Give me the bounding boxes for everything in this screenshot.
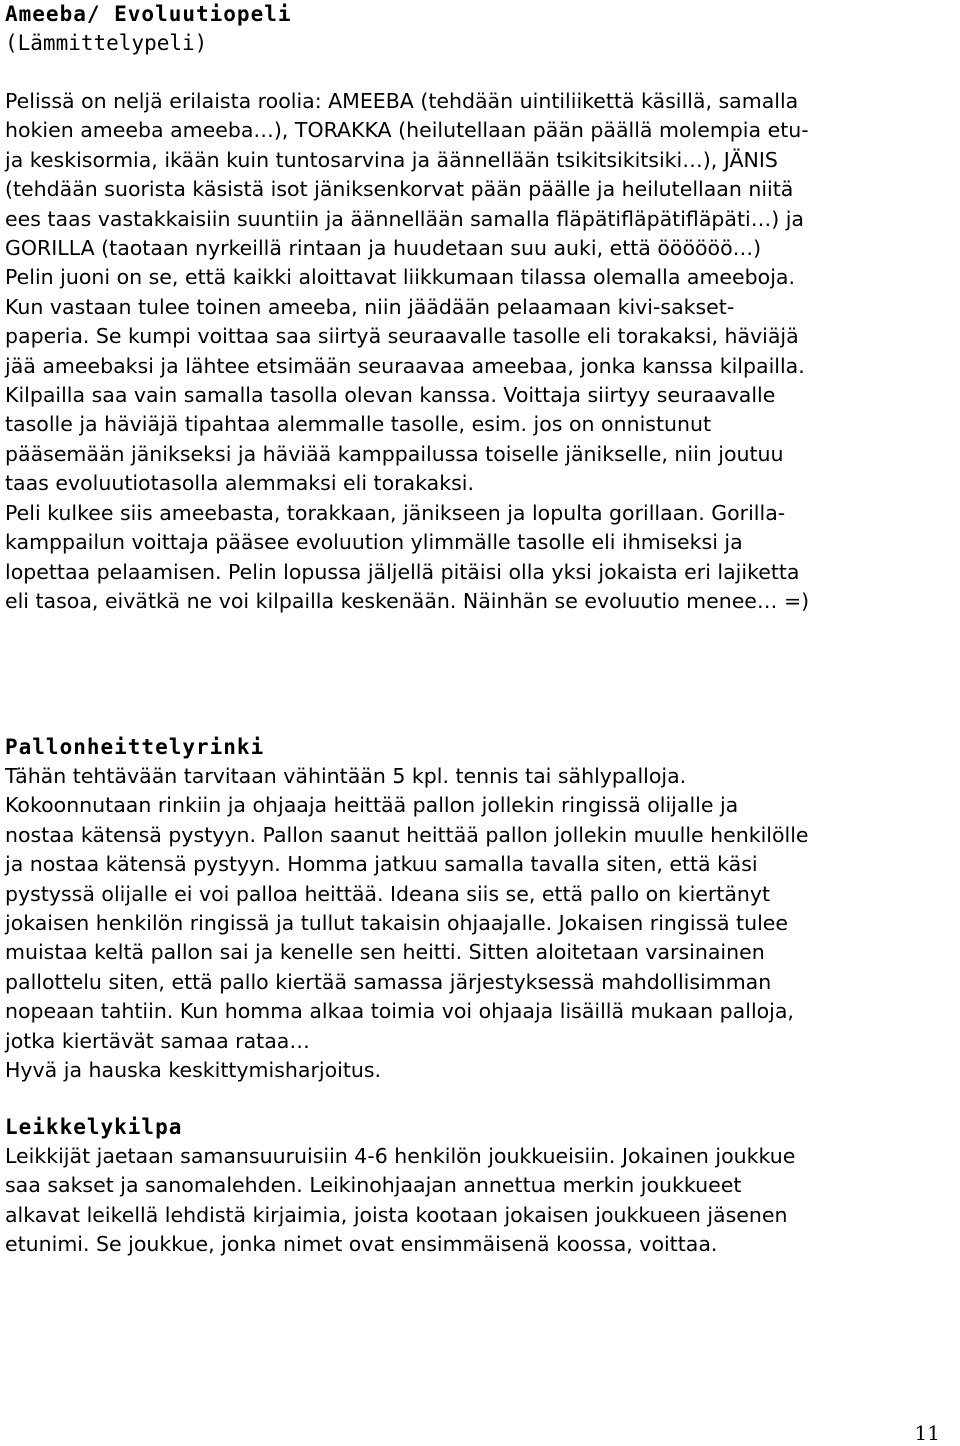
text-line: jokaisen henkilön ringissä ja tullut takaisin ohjaajalle. Jokaisen ringissä tulee	[5, 911, 789, 936]
section-pallonheittelyrinki	[5, 733, 957, 1085]
text-line: nostaa kätensä pystyyn. Pallon saanut heittää pallon jollekin muulle henkilölle	[5, 822, 809, 847]
text-line: Pelin juoni on se, että kaikki aloittavat liikkumaan tilassa olemalla ameeboja.	[5, 265, 795, 290]
text-line: pystyssä olijalle ei voi palloa heittää. Ideana siis se, että pallo on kiertänyt	[5, 881, 771, 906]
text-line: tasolle ja häviäjä tipahtaa alemmalle tasolle, esim. jos on onnistunut	[5, 412, 711, 437]
text-line: Peli kulkee siis ameebasta, torakkaan, jänikseen ja lopulta gorillaan. Gorilla-	[5, 500, 786, 525]
paragraph	[5, 1142, 957, 1260]
text-line: paperia. Se kumpi voittaa saa siirtyä seuraavalle tasolle eli torakaksi, häviäjä	[5, 324, 799, 349]
text-line: hokien ameeba ameeba…), TORAKKA (heilutellaan pään päällä molempia etu-	[5, 118, 809, 143]
text-line: pääsemään jänikseksi ja häviää kamppailussa toiselle jänikselle, niin joutuu	[5, 441, 784, 466]
text-line: ees taas vastakkaisiin suuntiin ja äännellään samalla fläpätifläpätifläpäti…) ja	[5, 206, 804, 231]
section-subtitle: (Lämmittelypeli)	[5, 31, 208, 55]
text-line: taas evoluutiotasolla alemmaksi eli torakaksi.	[5, 471, 474, 496]
text-line: Hyvä ja hauska keskittymisharjoitus.	[5, 1058, 382, 1083]
text-line: saa sakset ja sanomalehden. Leikinohjaajan annettua merkin joukkueet	[5, 1173, 742, 1198]
text-line: lopettaa pelaamisen. Pelin lopussa jäljellä pitäisi olla yksi jokaista eri lajiketta	[5, 559, 800, 584]
text-line: Pelissä on neljä erilaista roolia: AMEEBA (tehdään uintiliikettä käsillä, samalla	[5, 89, 799, 113]
paragraph	[5, 762, 957, 1085]
text-line: nopeaan tahtiin. Kun homma alkaa toimia voi ohjaaja lisäillä mukaan palloja,	[5, 999, 794, 1024]
page-number: 11	[914, 1421, 940, 1445]
spacer	[5, 58, 957, 87]
text-line: Kokoonnutaan rinkiin ja ohjaaja heittää pallon jollekin ringissä olijalle ja	[5, 793, 739, 818]
text-line: eli tasoa, eivätkä ne voi kilpailla keskenään. Näinhän se evoluutio menee… =)	[5, 588, 810, 613]
text-line: Kilpailla saa vain samalla tasolla olevan kanssa. Voittaja siirtyy seuraavalle	[5, 383, 776, 408]
text-line: muistaa keltä pallon sai ja kenelle sen heitti. Sitten aloitetaan varsinainen	[5, 940, 765, 965]
text-line: ja nostaa kätensä pystyyn. Homma jatkuu samalla tavalla siten, että käsi	[5, 852, 758, 877]
section-title: Ameeba/ Evoluutiopeli	[5, 2, 292, 26]
text-line: jää ameebaksi ja lähtee etsimään seuraavaa ameebaa, jonka kanssa kilpailla.	[5, 353, 805, 378]
section-title: Leikkelykilpa	[5, 1115, 183, 1139]
section-title: Pallonheittelyrinki	[5, 735, 265, 759]
paragraph	[5, 87, 957, 616]
text-line: pallottelu siten, että pallo kiertää samassa järjestyksessä mahdollisimman	[5, 969, 772, 994]
text-line: ja keskisormia, ikään kuin tuntosarvina ja äännellään tsikitsikitsiki…), JÄNIS	[5, 147, 778, 172]
text-line: etunimi. Se joukkue, jonka nimet ovat ensimmäisenä koossa, voittaa.	[5, 1232, 718, 1257]
text-line: alkavat leikellä lehdistä kirjaimia, joista kootaan jokaisen joukkueen jäsenen	[5, 1202, 788, 1227]
text-line: Kun vastaan tulee toinen ameeba, niin jäädään pelaamaan kivi-sakset-	[5, 294, 735, 319]
text-line: (tehdään suorista käsistä isot jäniksenkorvat pään päälle ja heilutellaan niitä	[5, 177, 794, 202]
text-line: kamppailun voittaja pääsee evoluution ylimmälle tasolle eli ihmiseksi ja	[5, 530, 743, 555]
text-line: GORILLA (taotaan nyrkeillä rintaan ja huudetaan suu auki, että öööööö…)	[5, 236, 762, 261]
text-line: Leikkijät jaetaan samansuuruisiin 4-6 henkilön joukkueisiin. Jokainen joukkue	[5, 1144, 796, 1168]
text-line: jotka kiertävät samaa rataa…	[5, 1028, 310, 1053]
section-leikkelykilpa	[5, 1113, 957, 1260]
text-line: Tähän tehtävään tarvitaan vähintään 5 kpl. tennis tai sählypalloja.	[5, 764, 687, 788]
section-ameeba	[5, 0, 957, 616]
